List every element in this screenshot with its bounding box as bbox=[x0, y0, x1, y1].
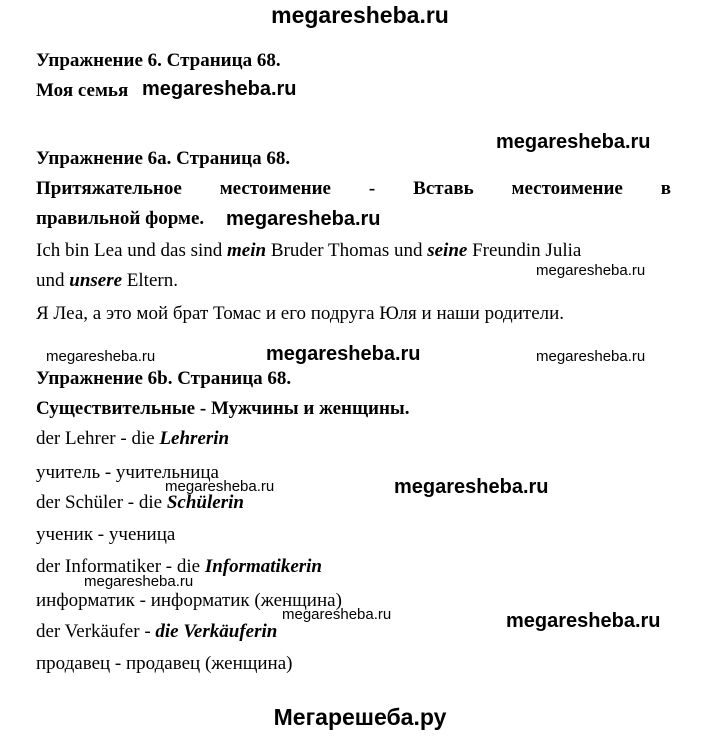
exercise-6-title: Упражнение 6. Страница 68. bbox=[36, 50, 281, 71]
watermark-top: megaresheba.ru bbox=[271, 2, 449, 28]
answer-seine: seine bbox=[427, 240, 468, 261]
row-russian: учитель - учительница bbox=[36, 462, 219, 483]
exercise-6a-title: Упражнение 6а. Страница 68. bbox=[36, 148, 291, 169]
exercise-6b-title: Упражнение 6b. Страница 68. bbox=[36, 368, 292, 389]
watermark-bottom: Мегарешеба.ру bbox=[273, 704, 447, 730]
answer-mein: mein bbox=[227, 240, 267, 261]
watermark: megaresheba.ru bbox=[536, 262, 646, 279]
watermark: megaresheba.ru bbox=[282, 606, 392, 623]
german-sentence-line2: und unsere Eltern. bbox=[36, 270, 178, 291]
watermark: megaresheba.ru bbox=[165, 478, 275, 495]
row-russian: продавец - продавец (женщина) bbox=[36, 653, 293, 674]
exercise-6b-task: Существительные - Мужчины и женщины. bbox=[36, 398, 410, 419]
row-russian: информатик - информатик (женщина) bbox=[36, 590, 342, 611]
exercise-6-subtitle: Моя семья bbox=[36, 80, 129, 101]
row-german: der Schüler - die Schülerin bbox=[36, 492, 244, 513]
row-german: der Lehrer - die Lehrerin bbox=[36, 428, 230, 449]
exercise-6a-task-line1: Притяжательное местоимение - Вставь местоимение в bbox=[36, 178, 671, 199]
answer-feminine: Lehrerin bbox=[159, 428, 230, 449]
watermark: megaresheba.ru bbox=[394, 476, 549, 498]
answer-feminine: Schülerin bbox=[166, 492, 244, 513]
watermark: megaresheba.ru bbox=[142, 78, 297, 100]
watermark: megaresheba.ru bbox=[506, 610, 661, 632]
exercise-6a-task-line2: правильной форме. bbox=[36, 208, 205, 229]
russian-translation: Я Леа, а это мой брат Томас и его подруга Юля и наши родители. bbox=[36, 303, 565, 324]
german-sentence-line1: Ich bin Lea und das sind mein Bruder Thomas und seine Freundin Julia bbox=[36, 240, 582, 261]
row-german: der Informatiker - die Informatikerin bbox=[36, 556, 323, 577]
answer-feminine: Informatikerin bbox=[204, 556, 323, 577]
answer-feminine: die Verkäuferin bbox=[155, 621, 278, 642]
watermark: megaresheba.ru bbox=[46, 348, 156, 365]
watermark: megaresheba.ru bbox=[84, 573, 194, 590]
answer-unsere: unsere bbox=[69, 270, 123, 291]
row-russian: ученик - ученица bbox=[36, 524, 176, 545]
row-german: der Verkäufer - die Verkäuferin bbox=[36, 621, 278, 642]
watermark: megaresheba.ru bbox=[266, 343, 421, 365]
watermark: megaresheba.ru bbox=[536, 348, 646, 365]
watermark: megaresheba.ru bbox=[226, 208, 381, 230]
watermark: megaresheba.ru bbox=[496, 131, 651, 153]
